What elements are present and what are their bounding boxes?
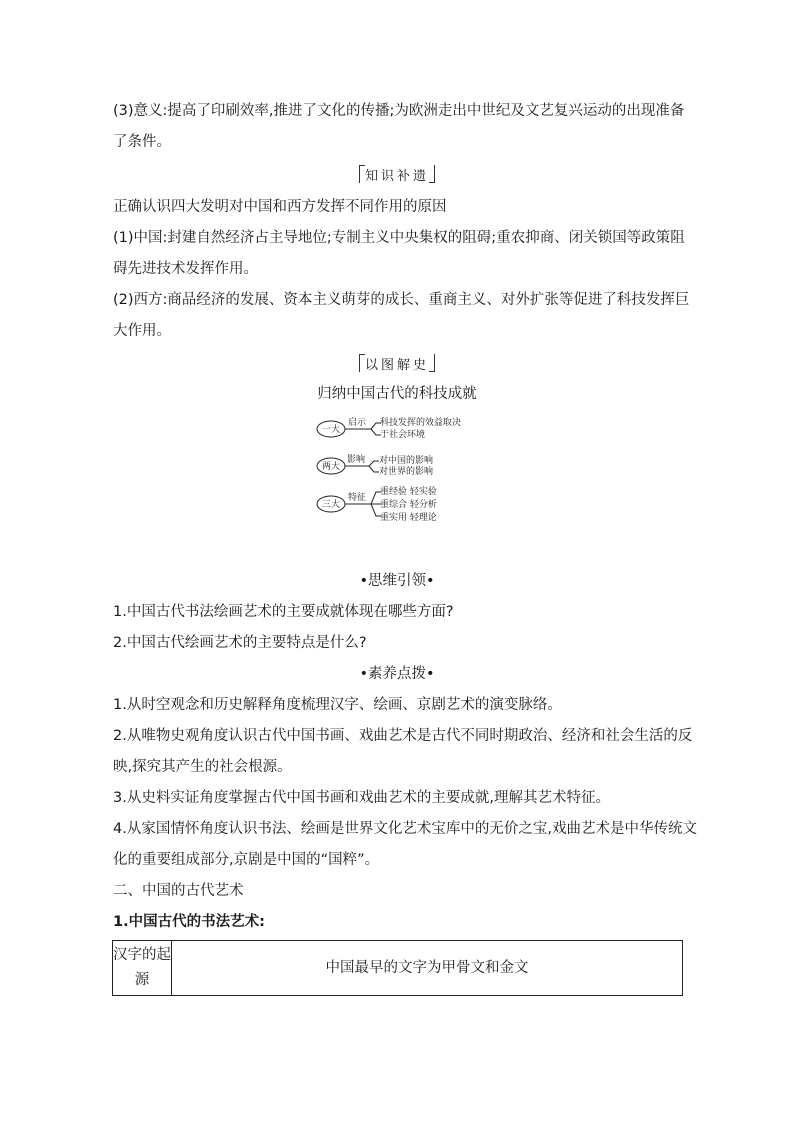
- achievements-diagram: [316, 410, 486, 530]
- node1-text: 一大: [321, 425, 341, 435]
- thinking-question-1: 1.中国古代书法绘画艺术的主要成就体现在哪些方面?: [113, 604, 454, 620]
- section-heading: 二、中国的古代艺术: [113, 883, 244, 899]
- paragraph-reason-heading: 正确认识四大发明对中国和西方发挥不同作用的原因: [113, 199, 447, 215]
- node3-line1: 重经验 轻实验: [380, 487, 437, 497]
- section-subheading: 1.中国古代的书法艺术:: [113, 914, 265, 930]
- node2-text: 两大: [321, 462, 341, 472]
- node2-line1: 对中国的影响: [379, 456, 434, 466]
- node3-line2: 重综合 轻分析: [380, 500, 437, 510]
- supplement-title: 知识补遗: [361, 167, 433, 187]
- node1-line2: 于社会环境: [380, 430, 426, 440]
- literacy-item-2-line1: 2.从唯物史观角度认识古代中国书画、戏曲艺术是古代不同时期政治、经济和社会生活的反: [113, 728, 693, 744]
- node3-label: 特征: [348, 493, 367, 503]
- literacy-item-1: 1.从时空观念和历史解释角度梳理汉字、绘画、京剧艺术的演变脉络。: [113, 697, 562, 713]
- node3-line3: 重实用 轻理论: [380, 513, 437, 523]
- node2-label: 影响: [347, 455, 366, 465]
- table-row: [113, 941, 683, 996]
- picture-title-wrap: [0, 355, 794, 376]
- literacy-item-3: 3.从史料实证角度掌握古代中国书画和戏曲艺术的主要成就,理解其艺术特征。: [113, 790, 610, 806]
- calligraphy-table: [112, 940, 683, 996]
- paragraph-west-line1: (2)西方:商品经济的发展、资本主义萌芽的成长、重商主义、对外扩张等促进了科技发挥巨: [113, 292, 690, 308]
- paragraph-china-line1: (1)中国:封建自然经济占主导地位;专制主义中央集权的阻碍;重农抑商、闭关锁国等政策阻: [113, 230, 685, 246]
- diagram-heading: 归纳中国古代的科技成就: [317, 386, 477, 402]
- table-row-label-line2: 源: [134, 972, 150, 988]
- thinking-question-2: 2.中国古代绘画艺术的主要特点是什么?: [113, 635, 367, 651]
- node2-line2: 对世界的影响: [379, 467, 434, 477]
- literacy-item-4-line2: 化的重要组成部分,京剧是中国的“国粹”。: [113, 852, 380, 868]
- literacy-title: •素养点拨•: [359, 666, 435, 682]
- paragraph-china-line2: 碍先进技术发挥作用。: [113, 261, 258, 277]
- literacy-item-2-line2: 映,探究其产生的社会根源。: [113, 759, 292, 775]
- table-row-label: [113, 941, 172, 996]
- picture-title: 以图解史: [361, 356, 433, 376]
- node1-line1: 科技发挥的效益取决: [380, 418, 462, 428]
- paragraph-significance-line1: (3)意义:提高了印刷效率,推进了文化的传播;为欧洲走出中世纪及文艺复兴运动的出现准备: [113, 103, 685, 119]
- paragraph-west-line2: 大作用。: [113, 323, 171, 339]
- table-row-content: 中国最早的文字为甲骨文和金文: [172, 941, 683, 996]
- literacy-item-4-line1: 4.从家国情怀角度认识书法、绘画是世界文化艺术宝库中的无价之宝,戏曲艺术是中华传统文: [113, 821, 697, 837]
- table-row-label-line1: 汉字的起: [113, 947, 171, 963]
- node1-label: 启示: [348, 418, 367, 428]
- supplement-title-wrap: [0, 166, 794, 187]
- thinking-title: •思维引领•: [359, 573, 435, 589]
- paragraph-significance-line2: 了条件。: [113, 134, 171, 150]
- node3-text: 三大: [321, 500, 341, 510]
